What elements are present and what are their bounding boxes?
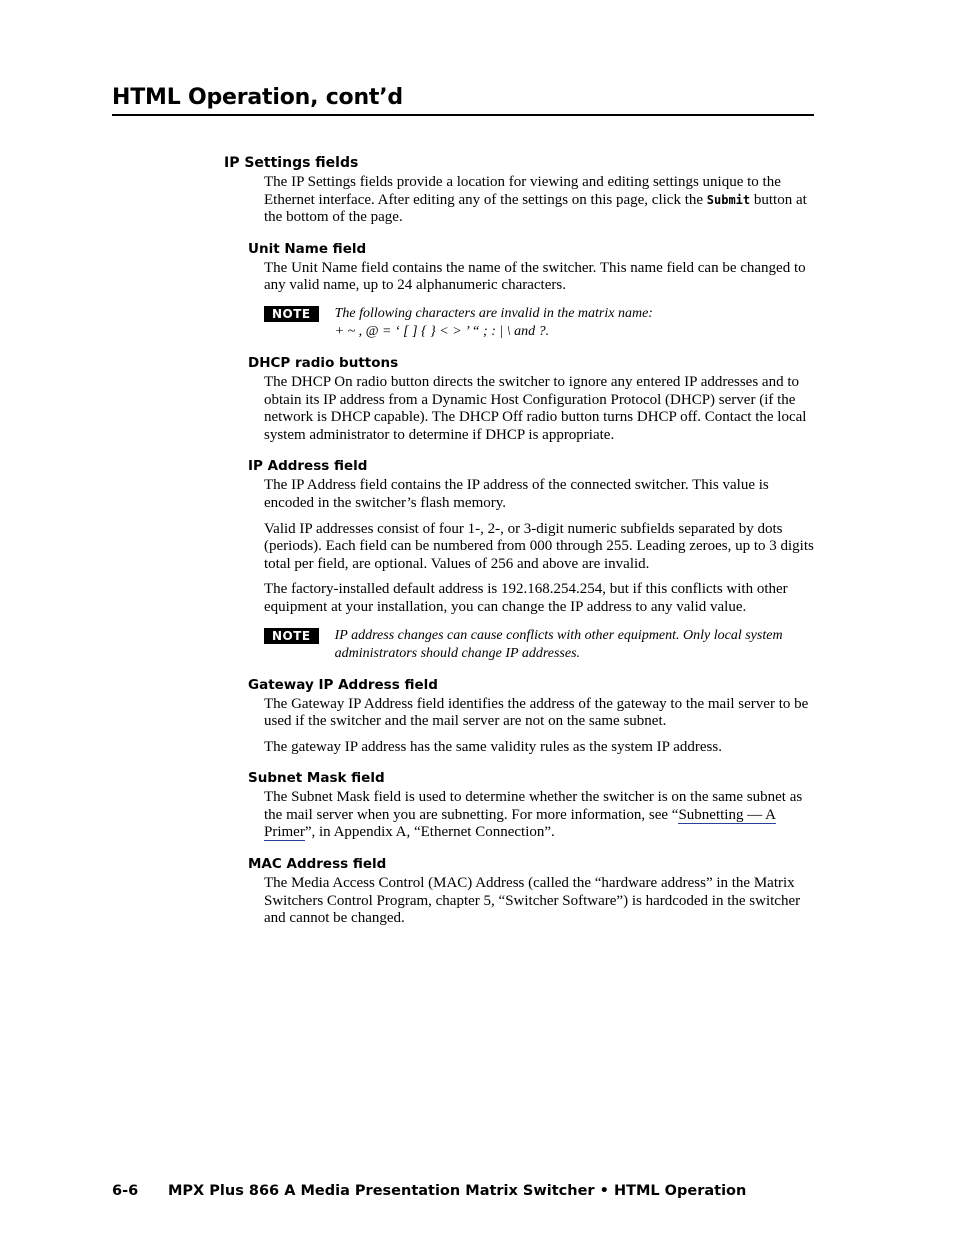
page-title: HTML Operation, cont’d: [112, 85, 403, 110]
note-invalid-characters: [264, 305, 816, 341]
gateway-paragraph-1: The Gateway IP Address field identifies the address of the gateway to the mail server to be used if the switcher and the mail server are not on the same subnet.: [264, 695, 809, 730]
subsection-title-gateway: Gateway IP Address field: [248, 676, 438, 693]
ip-settings-intro: [264, 174, 814, 227]
main-content: [224, 154, 816, 936]
note-line-2: + ~ , @ = ‘ [ ] { } < > ’ “ ; : | \ and ?.: [334, 323, 550, 339]
subsection-title-dhcp: DHCP radio buttons: [248, 354, 399, 371]
section-title-ip-settings: IP Settings fields: [224, 155, 359, 171]
note-line-1: The following characters are invalid in the matrix name:: [334, 305, 653, 321]
unit-name-paragraph: The Unit Name field contains the name of the switcher. This name field can be changed to any valid name, up to 24 alphanumeric characters.: [264, 259, 806, 294]
subsection-title-subnet-mask: Subnet Mask field: [248, 770, 385, 787]
subsection-title-mac-address: MAC Address field: [248, 856, 387, 873]
ip-settings-intro-text: The IP Settings fields provide a location for viewing and editing settings unique to the Ethernet interface. After editing any of the settings on this page, click the: [264, 174, 781, 208]
note-badge: NOTE: [264, 628, 319, 644]
note-badge: NOTE: [264, 306, 319, 322]
gateway-paragraph-2: The gateway IP address has the same validity rules as the system IP address.: [264, 738, 722, 755]
ip-address-paragraph-3: The factory-installed default address is 192.168.254.254, but if this conflicts with other equipment at your installation, you can change the IP address to any valid value.: [264, 581, 788, 615]
note-ip-changes: [264, 627, 816, 663]
ip-settings-intro-text-end: button at the bottom of the page.: [264, 191, 807, 226]
subsection-title-unit-name: Unit Name field: [248, 240, 367, 257]
ip-address-paragraph-2: Valid IP addresses consist of four 1-, 2-, or 3-digit numeric subfields separated by dots (periods). Each field can be numbered from 000 through 255. Leading zeroes, up to 3 digits total per field, are optional. Values of 256 and above are invalid.: [264, 520, 814, 572]
note-text: [335, 305, 653, 341]
subnetting-primer-link[interactable]: Subnetting — A Primer: [264, 806, 776, 841]
submit-button-reference: Submit: [706, 192, 751, 207]
dhcp-paragraph: The DHCP On radio button directs the switcher to ignore any entered IP addresses and to obtain its IP address from a Dynamic Host Configuration Protocol (DHCP) server (if the network is DHCP capable). The DHCP Off radio button turns DHCP off. Contact the local system administrator to determine if DHCP is appropriate.: [264, 373, 807, 443]
subnet-text: The Subnet Mask field is used to determine whether the switcher is on the same subnet as the mail server when you are subnetting. For more information, see “: [264, 789, 803, 823]
subnet-paragraph: [264, 789, 814, 842]
mac-paragraph: The Media Access Control (MAC) Address (called the “hardware address” in the Matrix Switchers Control Program, chapter 5, “Switcher Software”) is hardcoded in the switcher and cannot be changed.: [264, 875, 801, 927]
page-header: [112, 84, 814, 116]
subsection-title-ip-address: IP Address field: [248, 458, 368, 475]
page-number: 6-6: [112, 1183, 139, 1199]
page-footer: [112, 1183, 812, 1199]
note-text: IP address changes can cause conflicts with other equipment. Only local system administrators should change IP addresses.: [334, 627, 783, 661]
footer-title: MPX Plus 866 A Media Presentation Matrix Switcher • HTML Operation: [168, 1183, 747, 1199]
subnet-text-end: ”, in Appendix A, “Ethernet Connection”.: [304, 824, 555, 841]
ip-address-paragraph-1: The IP Address field contains the IP address of the connected switcher. This value is encoded in the switcher’s flash memory.: [264, 477, 769, 511]
